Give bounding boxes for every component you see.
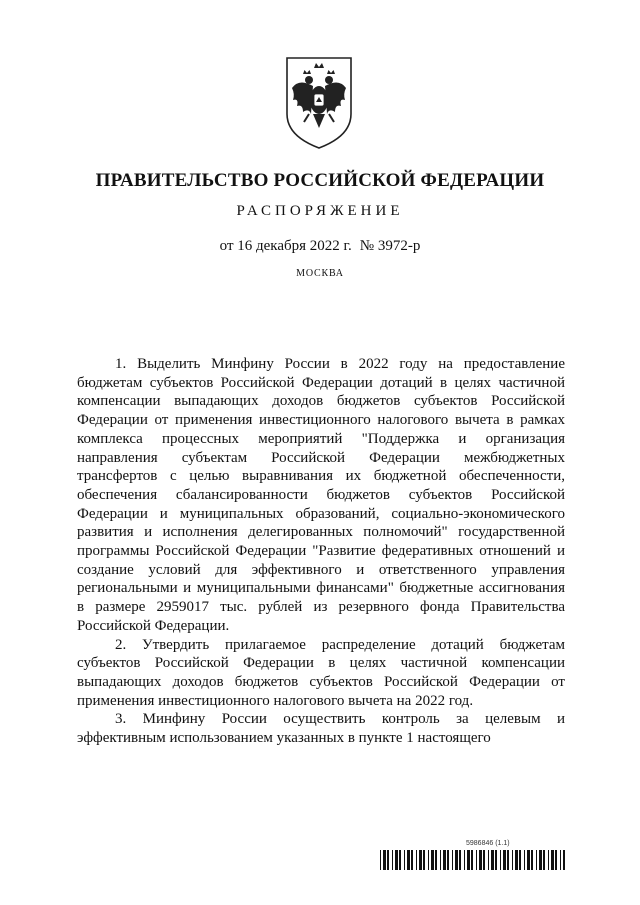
document-number: № 3972-р [359, 238, 421, 254]
document-city: МОСКВА [296, 268, 344, 279]
document-body [77, 355, 565, 748]
paragraph: 2. Утвердить прилагаемое распределение дотаций бюджетам субъектов Российской Федерации в целях частичной компенсации выпадающих доходов бюджетов субъектов Российской Федерации от применения инвестиционного налогового вычета на 2022 год. [77, 636, 565, 709]
document-date-line [0, 238, 640, 255]
paragraph: 3. Минфину России осуществить контроль за целевым и эффективным использованием указанных в пункте 1 настоящего [77, 711, 565, 747]
paragraph: 1. Выделить Минфину России в 2022 году на предоставление бюджетам субъектов Российской Федерации дотаций в целях частичной компенсации выпадающих доходов бюджетов субъектов Российской Федерации от применения инвестиционного налогового вычета в рамках комплекса процессных мероприятий "Поддержка и организация направления субъектам Российской Федерации межбюджетных трансфертов с целью выравнивания их бюджетной обеспеченности, обеспечения сбалансированности бюджетов субъектов Российской Федерации и муниципальных образований, социально-экономического развития и исполнения делегированных полномочий" государственной программы Российской Федерации "Развитие федеративных отношений и создание условий для эффективного и ответственного управления региональными и муниципальными финансами" бюджетные ассигнования в размере 2959017 тыс. рублей из резервного фонда Правительства Российской Федерации. [77, 356, 565, 634]
government-title: ПРАВИТЕЛЬСТВО РОССИЙСКОЙ ФЕДЕРАЦИИ [95, 170, 545, 191]
barcode-label: 5986846 (1.1) [466, 840, 510, 847]
document-type: РАСПОРЯЖЕНИЕ [236, 203, 404, 219]
barcode [380, 850, 565, 870]
coat-of-arms-icon [283, 52, 355, 152]
document-date: от 16 декабря 2022 г. [219, 238, 352, 254]
